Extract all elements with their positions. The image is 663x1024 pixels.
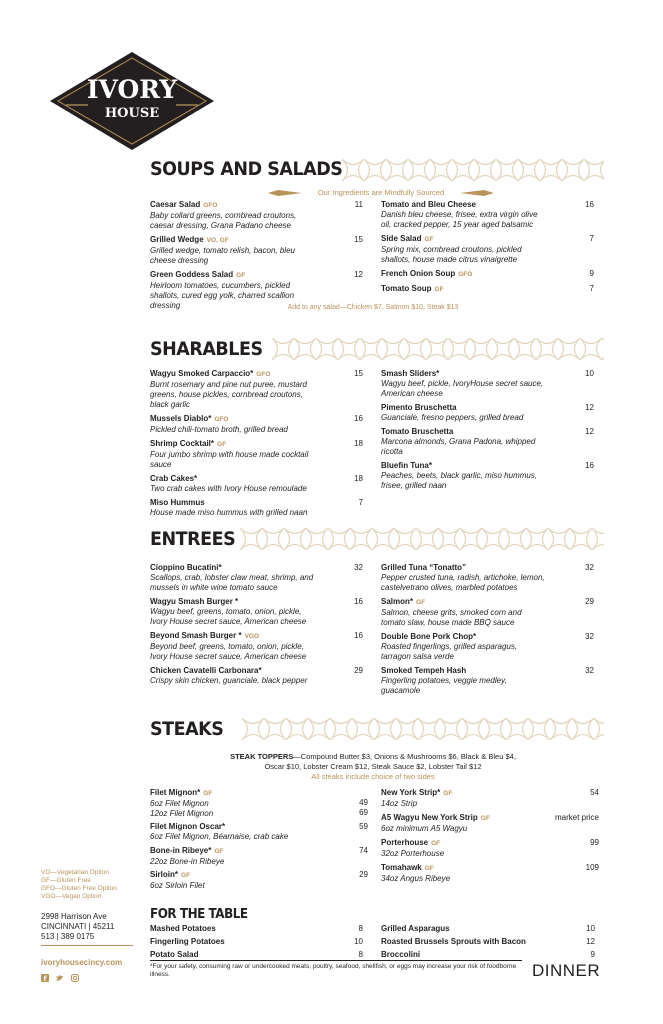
menu-item xyxy=(381,838,601,859)
menu-item-name: Cioppino Bucatini* xyxy=(150,563,222,572)
dietary-tag: VO, GF xyxy=(206,237,229,244)
side-item xyxy=(381,924,597,937)
instagram-icon[interactable] xyxy=(71,974,79,982)
menu-item-name: Tomahawk xyxy=(381,863,422,872)
menu-item-description: Fingerling potatoes, veggie medley, guacamole xyxy=(381,676,507,695)
steak-filet: Filet Mignon* GF 6oz Filet Mignon 12oz Filet Mignon 49 69 xyxy=(150,788,368,818)
dietary-tag: GFO xyxy=(256,371,271,378)
menu-item-description: 34oz Angus Ribeye xyxy=(381,874,451,883)
menu-label: DINNER xyxy=(532,961,601,980)
section-title-entrees: ENTREES xyxy=(150,528,236,550)
social-icons xyxy=(41,969,81,982)
menu-item-name: New York Strip* xyxy=(381,788,441,797)
for-the-table-right xyxy=(381,924,597,963)
menu-item-description: Two crab cakes with Ivory House remoulade xyxy=(150,484,307,493)
menu-item-description: Roasted fingerlings, grilled asparagus, tarragon salsa verde xyxy=(381,642,518,661)
dietary-tag: GF xyxy=(236,272,246,279)
address-city: CINCINNATI | 45211 xyxy=(41,922,115,931)
menu-item-name: Grilled Wedge xyxy=(150,235,204,244)
menu-item-description: Baby collard greens, cornbread croutons, caesar dressing, Grana Padano cheese xyxy=(150,211,297,230)
menu-item-price: 9 xyxy=(589,269,594,278)
section-title-steaks: STEAKS xyxy=(150,718,224,740)
menu-item-description: House made miso hummus with grilled naan xyxy=(150,508,308,517)
menu-item xyxy=(150,474,365,494)
menu-item-name: Tomato Soup xyxy=(381,284,432,293)
ivory-house-logo xyxy=(48,50,216,152)
menu-item-price: 18 xyxy=(354,439,363,448)
menu-item xyxy=(381,666,596,696)
menu-item-name: Bluefin Tuna* xyxy=(381,461,432,470)
menu-item xyxy=(381,284,596,295)
dietary-legend xyxy=(41,869,141,901)
disclaimer: *For your safety, consuming raw or undercooked meats, poultry, seafood, shellfish, or eggs may increase your risk of foodborne illness. xyxy=(150,963,517,978)
bottom-rule xyxy=(150,960,522,961)
sharables-left-column xyxy=(150,369,365,522)
menu-item-name: Green Goddess Salad xyxy=(150,270,234,279)
side-item-name: Mashed Potatoes xyxy=(150,924,216,933)
legend-item: GFO—Gluten Free Option xyxy=(41,885,117,892)
side-item xyxy=(150,950,365,963)
menu-item-name: Beyond Smash Burger * xyxy=(150,631,242,640)
menu-item-description: Marcona almonds, Grana Padona, whipped ricotta xyxy=(381,437,536,456)
menu-item xyxy=(381,632,596,662)
menu-item-name: Smoked Tempeh Hash xyxy=(381,666,467,675)
side-item-price: 10 xyxy=(354,937,363,946)
logo-name-top: IVORY xyxy=(86,75,178,104)
menu-item-name: Pimento Bruschetta xyxy=(381,403,457,412)
side-item-price: 10 xyxy=(586,924,595,933)
menu-item-description: Guanciale, fresno peppers, grilled bread xyxy=(381,413,524,422)
svg-text:f: f xyxy=(43,975,47,982)
dietary-tag: GFO xyxy=(458,271,473,278)
menu-item-description: Crispy skin chicken, guanciale, black pepper xyxy=(150,676,308,685)
menu-item-description: Spring mix, cornbread croutons, pickled shallots, house made citrus vinaigrette xyxy=(381,245,522,264)
section-title-soups: SOUPS AND SALADS xyxy=(150,158,343,180)
dietary-tag: GF xyxy=(431,840,441,847)
menu-item-description: Danish bleu cheese, frisee, extra virgin olive oil, cracked pepper, 15 year aged balsamic xyxy=(381,210,538,229)
menu-item-price: 32 xyxy=(354,563,363,572)
steak-toppers-line2: Oscar $10, Lobster Cream $12, Steak Sauce $2, Lobster Tail $12 xyxy=(264,762,482,771)
menu-item-price: 15 xyxy=(354,235,363,244)
menu-item-price: 109 xyxy=(585,863,599,872)
legend-item: GF—Gluten Free xyxy=(41,877,91,884)
side-item xyxy=(381,937,597,950)
menu-item-description: Peaches, beets, black garlic, miso hummus, frisee, grilled naan xyxy=(381,471,538,490)
menu-item-name: Salmon* xyxy=(381,597,414,606)
menu-item xyxy=(381,813,601,834)
menu-item-price: 10 xyxy=(585,369,594,378)
menu-item-name: Tomato Bruschetta xyxy=(381,427,454,436)
side-item-name: Fingerling Potatoes xyxy=(150,937,225,946)
steak-oscar: Filet Mignon Oscar* 6oz Filet Mignon, Béarnaise, crab cake 59 xyxy=(150,822,368,841)
menu-item xyxy=(150,597,365,627)
side-item-name: Broccolini xyxy=(381,950,421,959)
steak-toppers-note: All steaks include choice of two sides xyxy=(311,772,435,781)
menu-item xyxy=(381,597,596,628)
menu-item-description: Burnt rosemary and pine nut puree, mustard greens, house pickles, cornbread croutons, black garlic xyxy=(150,380,307,409)
menu-item-price: 7 xyxy=(589,284,594,293)
menu-item-name: Miso Hummus xyxy=(150,498,205,507)
legend-item: VO—Vegetarian Option xyxy=(41,869,109,876)
dietary-tag: GF xyxy=(217,441,227,448)
menu-item-name: Tomato and Bleu Cheese xyxy=(381,200,476,209)
menu-item xyxy=(150,235,365,266)
menu-item-name: Crab Cakes* xyxy=(150,474,198,483)
menu-item-price: 54 xyxy=(590,788,599,797)
lattice-band xyxy=(242,718,604,740)
soups-right-column xyxy=(381,200,596,299)
menu-item xyxy=(381,269,596,280)
side-item-price: 8 xyxy=(358,950,363,959)
legend-item: VGO—Vegan Option xyxy=(41,893,102,900)
soups-left-column xyxy=(150,200,365,315)
menu-item-name: Caesar Salad xyxy=(150,200,201,209)
menu-item-description: 32oz Porterhouse xyxy=(381,849,445,858)
arrow-ornament-icon xyxy=(460,190,494,196)
menu-item xyxy=(381,788,601,809)
menu-item-name: Side Salad xyxy=(381,234,422,243)
side-item-price: 8 xyxy=(358,924,363,933)
menu-item xyxy=(150,414,365,435)
lattice-band xyxy=(240,528,604,550)
menu-item-description: Wagyu beef, pickle, IvoryHouse secret sauce, American cheese xyxy=(381,379,544,398)
menu-item-description: Pickled chili-tomato broth, grilled bread xyxy=(150,425,288,434)
menu-item xyxy=(381,200,596,230)
menu-item-price: 7 xyxy=(358,498,363,507)
menu-item-name: Wagyu Smoked Carpaccio* xyxy=(150,369,254,378)
menu-item-price: 32 xyxy=(585,563,594,572)
menu-item xyxy=(150,631,365,662)
facebook-icon[interactable] xyxy=(41,974,49,982)
menu-item xyxy=(381,403,596,423)
steak-toppers-label: STEAK TOPPERS xyxy=(230,752,294,761)
menu-item xyxy=(381,863,601,884)
website-link[interactable]: ivoryhousecincy.com xyxy=(41,958,123,967)
sharables-right-column xyxy=(381,369,596,495)
address xyxy=(41,912,141,942)
menu-item-description: 14oz Strip xyxy=(381,799,418,808)
menu-item xyxy=(150,439,365,470)
lattice-band xyxy=(342,159,604,181)
entrees-left-column xyxy=(150,563,365,690)
dietary-tag: VGO xyxy=(244,633,260,640)
dietary-tag: GFO xyxy=(214,416,229,423)
side-item-name: Roasted Brussels Sprouts with Bacon xyxy=(381,937,526,946)
menu-item xyxy=(150,369,365,410)
menu-item xyxy=(381,563,596,593)
steak-toppers xyxy=(150,752,596,782)
twitter-icon[interactable] xyxy=(55,974,64,982)
menu-item-price: 16 xyxy=(585,461,594,470)
steak-sirloin: Sirloin* GF 6oz Sirloin Filet 29 xyxy=(150,870,368,890)
steaks-right-column xyxy=(381,788,601,888)
menu-item-description: Beyond beef, greens, tomato, onion, pickle, Ivory House secret sauce, American cheese xyxy=(150,642,307,661)
menu-item-price: 29 xyxy=(585,597,594,606)
menu-item-price: 12 xyxy=(585,403,594,412)
menu-item-name: Grilled Tuna “Tonatto” xyxy=(381,563,467,572)
menu-item-price: 12 xyxy=(354,270,363,279)
tagline: Our Ingredients are Mindfully Sourced xyxy=(268,188,494,198)
dietary-tag: GF xyxy=(416,599,426,606)
address-street: 2998 Harrison Ave xyxy=(41,912,107,921)
menu-item-price: 32 xyxy=(585,632,594,641)
menu-item-name: Double Bone Pork Chop* xyxy=(381,632,477,641)
menu-item xyxy=(150,498,365,518)
menu-item-price: 11 xyxy=(354,200,363,209)
menu-item xyxy=(381,461,596,491)
menu-item xyxy=(381,427,596,457)
menu-item xyxy=(381,234,596,265)
section-title-for-the-table: FOR THE TABLE xyxy=(150,907,248,922)
menu-item xyxy=(150,200,365,231)
menu-item-price: 12 xyxy=(585,427,594,436)
menu-item-description: 6oz minimum A5 Wagyu xyxy=(381,824,468,833)
dietary-tag: GFO xyxy=(203,202,218,209)
menu-item-price: 16 xyxy=(354,414,363,423)
arrow-ornament-icon xyxy=(268,190,302,196)
menu-item-name: Shrimp Cocktail* xyxy=(150,439,215,448)
menu-item-price: 7 xyxy=(589,234,594,243)
steak-ribeye: Bone-in Ribeye* GF 22oz Bone-in Ribeye 74 xyxy=(150,846,368,866)
side-item-price: 12 xyxy=(586,937,595,946)
entrees-right-column xyxy=(381,563,596,700)
side-item xyxy=(150,937,365,950)
address-phone: 513 | 389 0175 xyxy=(41,932,95,941)
menu-item-description: Heirloom tomatoes, cucumbers, pickled shallots, cured egg yolk, charred scallion dressing xyxy=(150,281,295,310)
menu-item-description: Grilled wedge, tomato relish, bacon, bleu cheese dressing xyxy=(150,246,295,265)
dietary-tag: GF xyxy=(480,815,490,822)
menu-item-name: Smash Sliders* xyxy=(381,369,440,378)
dietary-tag: GF xyxy=(443,790,453,797)
dietary-tag: GF xyxy=(434,286,444,293)
menu-item-name: French Onion Soup xyxy=(381,269,456,278)
menu-item-price: 15 xyxy=(354,369,363,378)
side-item-name: Potato Salad xyxy=(150,950,199,959)
menu-item-description: Scallops, crab, lobster claw meat, shrimp, and mussels in white wine tomato sauce xyxy=(150,573,314,592)
menu-item-price: 32 xyxy=(585,666,594,675)
for-the-table-left xyxy=(150,924,365,963)
lattice-band xyxy=(272,338,604,360)
logo-name-bottom: HOUSE xyxy=(104,106,160,121)
menu-item xyxy=(150,666,365,686)
menu-item-name: Wagyu Smash Burger * xyxy=(150,597,239,606)
side-item-price: 9 xyxy=(590,950,595,959)
menu-item-price: market price xyxy=(554,813,599,822)
menu-item xyxy=(150,563,365,593)
side-item-name: Grilled Asparagus xyxy=(381,924,450,933)
side-item xyxy=(150,924,365,937)
menu-item-name: Porterhouse xyxy=(381,838,429,847)
menu-item-price: 18 xyxy=(354,474,363,483)
menu-item-price: 29 xyxy=(354,666,363,675)
steak-toppers-line1: —Compound Butter $3, Onions & Mushrooms $6, Black & Bleu $4, xyxy=(293,752,516,761)
menu-item-name: A5 Wagyu New York Strip xyxy=(381,813,478,822)
menu-item xyxy=(381,369,596,399)
divider xyxy=(41,945,133,946)
menu-item-name: Mussels Diablo* xyxy=(150,414,212,423)
menu-item-name: Chicken Cavatelli Carbonara* xyxy=(150,666,262,675)
menu-item-price: 16 xyxy=(585,200,594,209)
soups-note: Add to any salad—Chicken $7, Salmon $10, Steak $13 xyxy=(287,304,459,311)
menu-item-price: 99 xyxy=(590,838,599,847)
dietary-tag: GF xyxy=(424,865,434,872)
menu-item-price: 16 xyxy=(354,597,363,606)
section-title-sharables: SHARABLES xyxy=(150,338,263,360)
menu-item-description: Pepper crusted tuna, radish, artichoke, lemon, castelvetrano olives, marbled potatoes xyxy=(381,573,545,592)
menu-item-description: Wagyu beef, greens, tomato, onion, pickle, Ivory House secret sauce, American cheese xyxy=(150,607,307,626)
menu-item-price: 16 xyxy=(354,631,363,640)
dietary-tag: GF xyxy=(424,236,434,243)
menu-item-description: Salmon, cheese grits, smoked corn and tomato slaw, house made BBQ sauce xyxy=(381,608,522,627)
menu-item-description: Four jumbo shrimp with house made cocktail sauce xyxy=(150,450,309,469)
